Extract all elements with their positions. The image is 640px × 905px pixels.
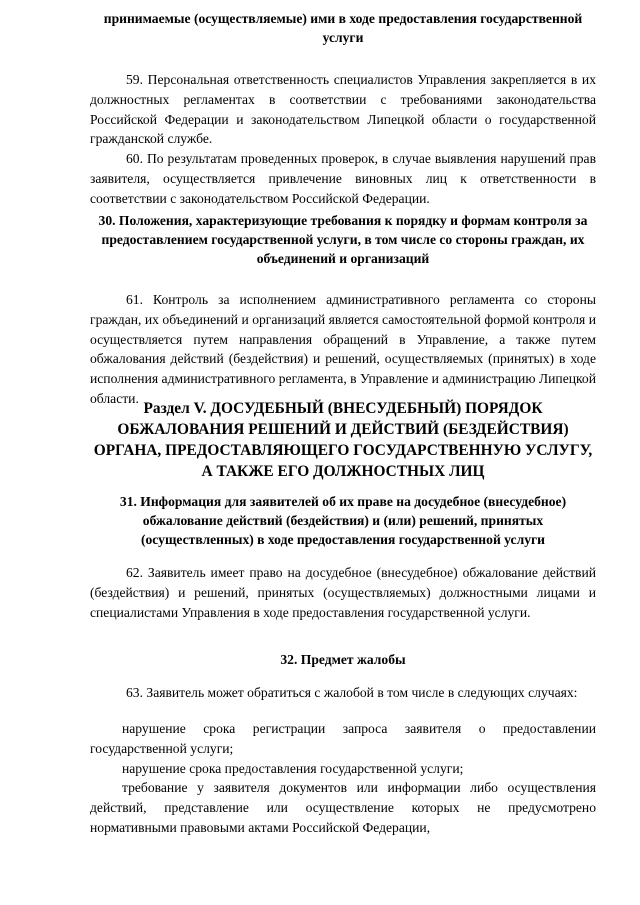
complaint-case-1: нарушение срока регистрации запроса заявителя о предоставлении государственной услуги; <box>90 721 596 756</box>
paragraph-62: 62. Заявитель имеет право на досудебное (внесудебное) обжалование действий (бездействия) и решений, принятых (осуществляемых) должностными лицами и специалистами Управления в ходе предоставления государственной услуги. <box>90 565 596 620</box>
paragraph-59: 59. Персональная ответственность специалистов Управления закрепляется в их должностных регламентах в соответствии с требованиями законодательства Российской Федерации и законодательством Липецкой области о государственной гражданской службе. <box>90 72 596 147</box>
complaint-case-2: нарушение срока предоставления государственной услуги; <box>122 761 464 776</box>
paragraph-63: 63. Заявитель может обратиться с жалобой в том числе в следующих случаях: <box>126 685 578 700</box>
heading-section-v: Раздел V. ДОСУДЕБНЫЙ (ВНЕСУДЕБНЫЙ) ПОРЯДОК ОБЖАЛОВАНИЯ РЕШЕНИЙ И ДЕЙСТВИЙ (БЕЗДЕЙСТВИЯ) ОРГАНА, ПРЕДОСТАВЛЯЮЩЕГО ГОСУДАРСТВЕННУЮ УСЛУГУ, А ТАКЖЕ ЕГО ДОЛЖНОСТНЫХ ЛИЦ <box>93 400 593 480</box>
paragraph-60: 60. По результатам проведенных проверок, в случае выявления нарушений прав заявителя, осуществляется привлечение виновных лиц к ответственности в соответствии с законодательством Российской Федерации. <box>90 151 596 206</box>
paragraph-61: 61. Контроль за исполнением административного регламента со стороны граждан, их объединений и организаций является самостоятельной формой контроля и осуществляется путем направления обращений в Управление, а также путем обжалования действий (бездействия) и решений, осуществляемых (принятых) в ходе исполнения административного регламента, в Управление и администрацию Липецкой области. <box>90 292 596 406</box>
heading-section-30: 30. Положения, характеризующие требования к порядку и формам контроля за предоставлением государственной услуги, в том числе со стороны граждан, их объединений и организаций <box>98 213 588 267</box>
heading-responsibility-continued: принимаемые (осуществляемые) ими в ходе предоставления государственной услуги <box>103 11 583 46</box>
heading-section-32: 32. Предмет жалобы <box>280 652 406 667</box>
complaint-case-3: требование у заявителя документов или информации либо осуществления действий, представление или осуществление которых не предусмотрено нормативными правовыми актами Российской Федерации, <box>90 780 596 835</box>
heading-section-31: 31. Информация для заявителей об их праве на досудебное (внесудебное) обжалование действий (бездействия) и (или) решений, принятых (осуществленных) в ходе предоставления государственной услуги <box>119 494 567 548</box>
